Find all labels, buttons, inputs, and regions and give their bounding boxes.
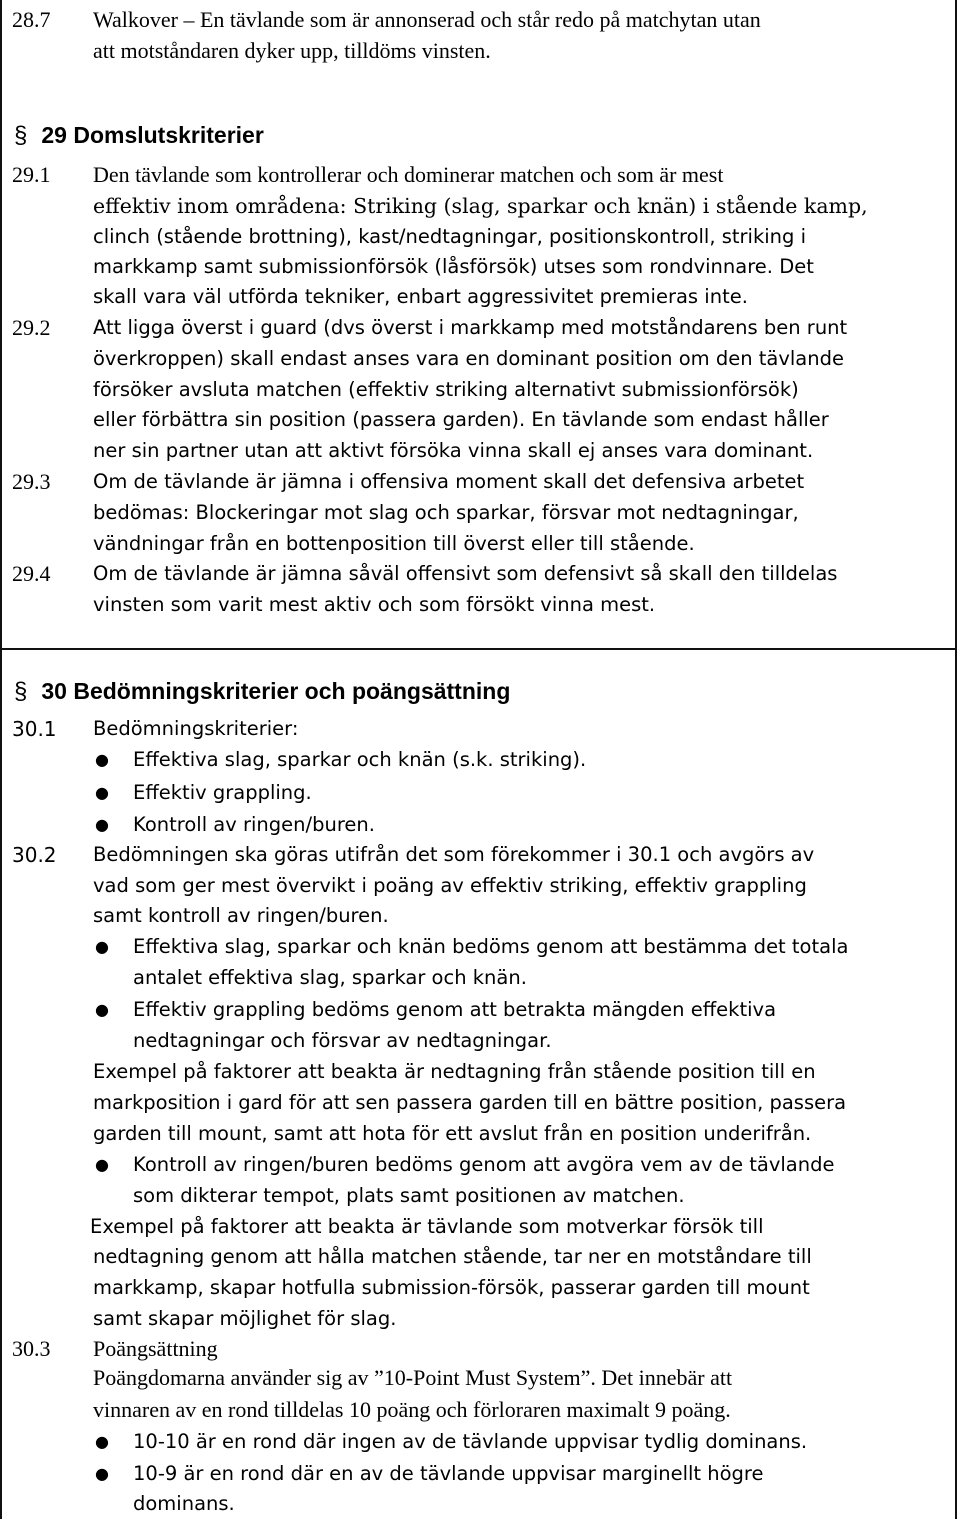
clause-number: 30.1 (12, 717, 57, 741)
clause-number: 30.2 (12, 843, 57, 867)
clause-text-line: vinsten som varit mest aktiv och som försökt vinna mest. (93, 593, 656, 616)
bullet-text: Effektiva slag, sparkar och knän bedöms genom att bestämma det totala (133, 935, 849, 958)
clause-text-line: att motståndaren dyker upp, tilldöms vinsten. (93, 38, 491, 63)
section-symbol: § (14, 122, 28, 149)
bullet-text: antalet effektiva slag, sparkar och knän. (133, 966, 527, 989)
bullet-icon: ● (95, 1464, 109, 1483)
clause-text-line: Bedömningen ska göras utifrån det som förekommer i 30.1 och avgörs av (93, 843, 815, 866)
bullet-icon: ● (95, 750, 109, 769)
clause-number: 28.7 (12, 7, 51, 32)
bullet-text: Kontroll av ringen/buren. (133, 813, 375, 836)
bullet-icon: ● (95, 1432, 109, 1451)
clause-text-line: Att ligga överst i guard (dvs överst i markkamp med motståndarens ben runt (93, 316, 848, 339)
clause-text-line: eller förbättra sin position (passera garden). En tävlande som endast håller (93, 408, 829, 431)
example-text-line: markkamp, skapar hotfulla submission-försök, passerar garden till mount (93, 1276, 810, 1299)
clause-number: 29.1 (12, 162, 51, 187)
bullet-text: dominans. (133, 1492, 235, 1515)
clause-text-line: försöker avsluta matchen (effektiv striking alternativt submissionförsök) (93, 378, 799, 401)
clause-text-line: clinch (stående brottning), kast/nedtagningar, positionskontroll, striking i (93, 225, 807, 248)
clause-text-line: Poängdomarna använder sig av ”10-Point Must System”. Det innebär att (93, 1365, 733, 1390)
example-text-line: samt skapar möjlighet för slag. (93, 1307, 397, 1330)
section-symbol: § (14, 678, 28, 705)
clause-text-line: markkamp samt submissionförsök (låsförsök) utses som rondvinnare. Det (93, 255, 814, 278)
clause-text-line: skall vara väl utförda tekniker, enbart aggressivitet premieras inte. (93, 285, 748, 308)
clause-text-line: Walkover – En tävlande som är annonserad och står redo på matchytan utan (93, 7, 761, 32)
clause-number: 30.3 (12, 1336, 51, 1361)
bullet-text: Effektiv grappling bedöms genom att betrakta mängden effektiva (133, 998, 777, 1021)
bullet-text: Effektiv grappling. (133, 781, 312, 804)
bullet-text: 10-10 är en rond där ingen av de tävlande uppvisar tydlig dominans. (133, 1430, 808, 1453)
bullet-icon: ● (95, 783, 109, 802)
bullet-icon: ● (95, 815, 109, 834)
clause-number: 29.4 (12, 561, 51, 586)
clause-text-line: bedömas: Blockeringar mot slag och sparkar, försvar mot nedtagningar, (93, 501, 799, 524)
clause-text-line: Den tävlande som kontrollerar och dominerar matchen och som är mest (93, 162, 724, 187)
example-text-line: nedtagning genom att hålla matchen stående, tar ner en motståndare till (93, 1245, 812, 1268)
bullet-icon: ● (95, 1155, 109, 1174)
example-text-line: Exempel på faktorer att beakta är nedtagning från stående position till en (93, 1060, 816, 1083)
clause-heading: Bedömningskriterier: (93, 717, 299, 740)
clause-text-line: effektiv inom områdena: Striking (slag, sparkar och knän) i stående kamp, (93, 194, 868, 218)
example-text-line: garden till mount, samt att hota för ett avslut från en position underifrån. (93, 1122, 812, 1145)
bullet-text: nedtagningar och försvar av nedtagningar. (133, 1029, 552, 1052)
section-title: 30 Bedömningskriterier och poängsättning (41, 678, 511, 704)
section-30-heading (14, 676, 510, 707)
example-text-line: markposition i gard för att sen passera garden till en bättre position, passera (93, 1091, 847, 1114)
bullet-text: Effektiva slag, sparkar och knän (s.k. striking). (133, 748, 587, 771)
clause-text-line: ner sin partner utan att aktivt försöka vinna skall ej anses vara dominant. (93, 439, 814, 462)
clause-text-line: samt kontroll av ringen/buren. (93, 904, 389, 927)
example-text-line: Exempel på faktorer att beakta är tävlande som motverkar försök till (90, 1215, 764, 1238)
clause-text-line: vad som ger mest övervikt i poäng av effektiv striking, effektiv grappling (93, 874, 807, 897)
bullet-text: 10-9 är en rond där en av de tävlande uppvisar marginellt högre (133, 1462, 764, 1485)
section-title: 29 Domslutskriterier (41, 122, 264, 148)
clause-text-line: Om de tävlande är jämna såväl offensivt som defensivt så skall den tilldelas (93, 562, 838, 585)
clause-heading: Poängsättning (93, 1336, 218, 1361)
clause-number: 29.3 (12, 469, 51, 494)
clause-number: 29.2 (12, 315, 51, 340)
bullet-icon: ● (95, 937, 109, 956)
bullet-text: Kontroll av ringen/buren bedöms genom att avgöra vem av de tävlande (133, 1153, 835, 1176)
clause-text-line: vändningar från en bottenposition till överst eller till stående. (93, 532, 695, 555)
bullet-text: som dikterar tempot, plats samt positionen av matchen. (133, 1184, 685, 1207)
section-29-heading (14, 120, 264, 151)
clause-text-line: Om de tävlande är jämna i offensiva moment skall det defensiva arbetet (93, 470, 805, 493)
clause-text-line: vinnaren av en rond tilldelas 10 poäng och förloraren maximalt 9 poäng. (93, 1397, 731, 1422)
clause-text-line: överkroppen) skall endast anses vara en dominant position om den tävlande (93, 347, 844, 370)
bullet-icon: ● (95, 1000, 109, 1019)
